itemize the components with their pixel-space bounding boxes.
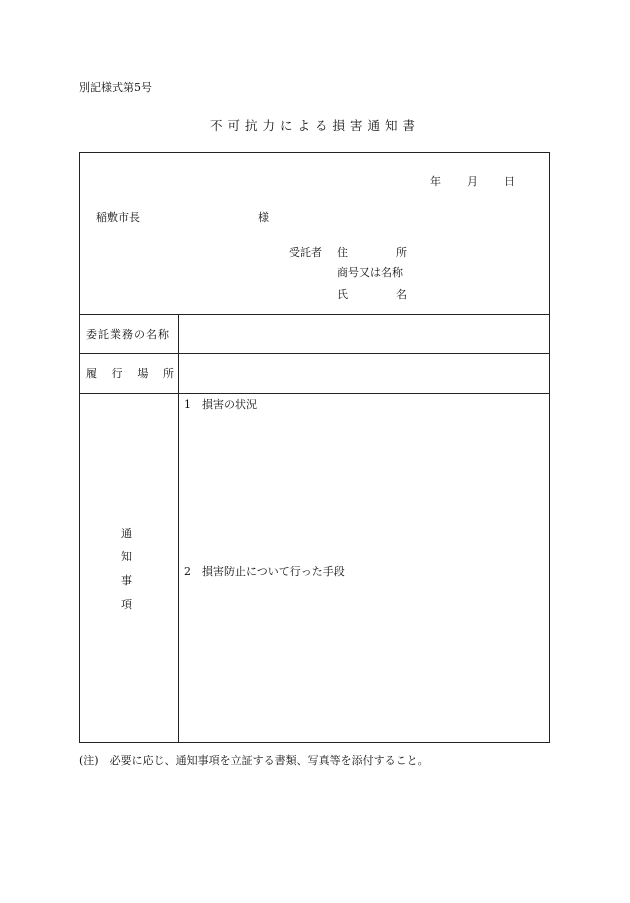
divider-task-name: [80, 353, 549, 354]
name-char: 氏: [337, 288, 348, 301]
notice-label-char: 項: [121, 598, 132, 611]
address-char: 所: [396, 246, 407, 259]
notice-item-damage-status: 1 損害の状況: [184, 398, 257, 411]
contractor-label: 受託者: [289, 246, 322, 259]
year-label: 年: [430, 175, 441, 188]
address-label: [337, 247, 407, 258]
location-char: 行: [111, 367, 123, 380]
divider-location: [80, 393, 549, 394]
notice-label-char: 事: [121, 574, 132, 587]
divider-header: [80, 314, 549, 315]
notice-item-prevention-measures: 2 損害防止について行った手段: [184, 565, 345, 578]
form-number: 別記様式第5号: [79, 81, 152, 94]
addressee-honorific: 様: [258, 211, 269, 224]
notice-label-char: 通: [121, 527, 132, 540]
trade-name-label: 商号又は名称: [337, 266, 403, 279]
month-label: 月: [467, 175, 478, 188]
day-label: 日: [504, 175, 515, 188]
notice-label-char: 知: [121, 550, 132, 563]
addressee-name: 稲敷市長: [96, 211, 140, 224]
footnote: (注) 必要に応じ、通知事項を立証する書類、写真等を添付すること。: [79, 754, 429, 767]
location-char: 所: [162, 367, 174, 380]
document-title: 不可抗力による損害通知書: [209, 118, 420, 133]
name-label: [337, 289, 407, 300]
column-divider: [178, 314, 179, 743]
task-name-label: 委託業務の名称: [86, 328, 170, 341]
location-label: [86, 368, 174, 379]
form-table: [79, 152, 550, 743]
location-char: 場: [137, 367, 149, 380]
date-row: [430, 176, 515, 187]
name-char: 名: [396, 288, 407, 301]
address-char: 住: [337, 246, 348, 259]
location-char: 履: [86, 367, 97, 380]
